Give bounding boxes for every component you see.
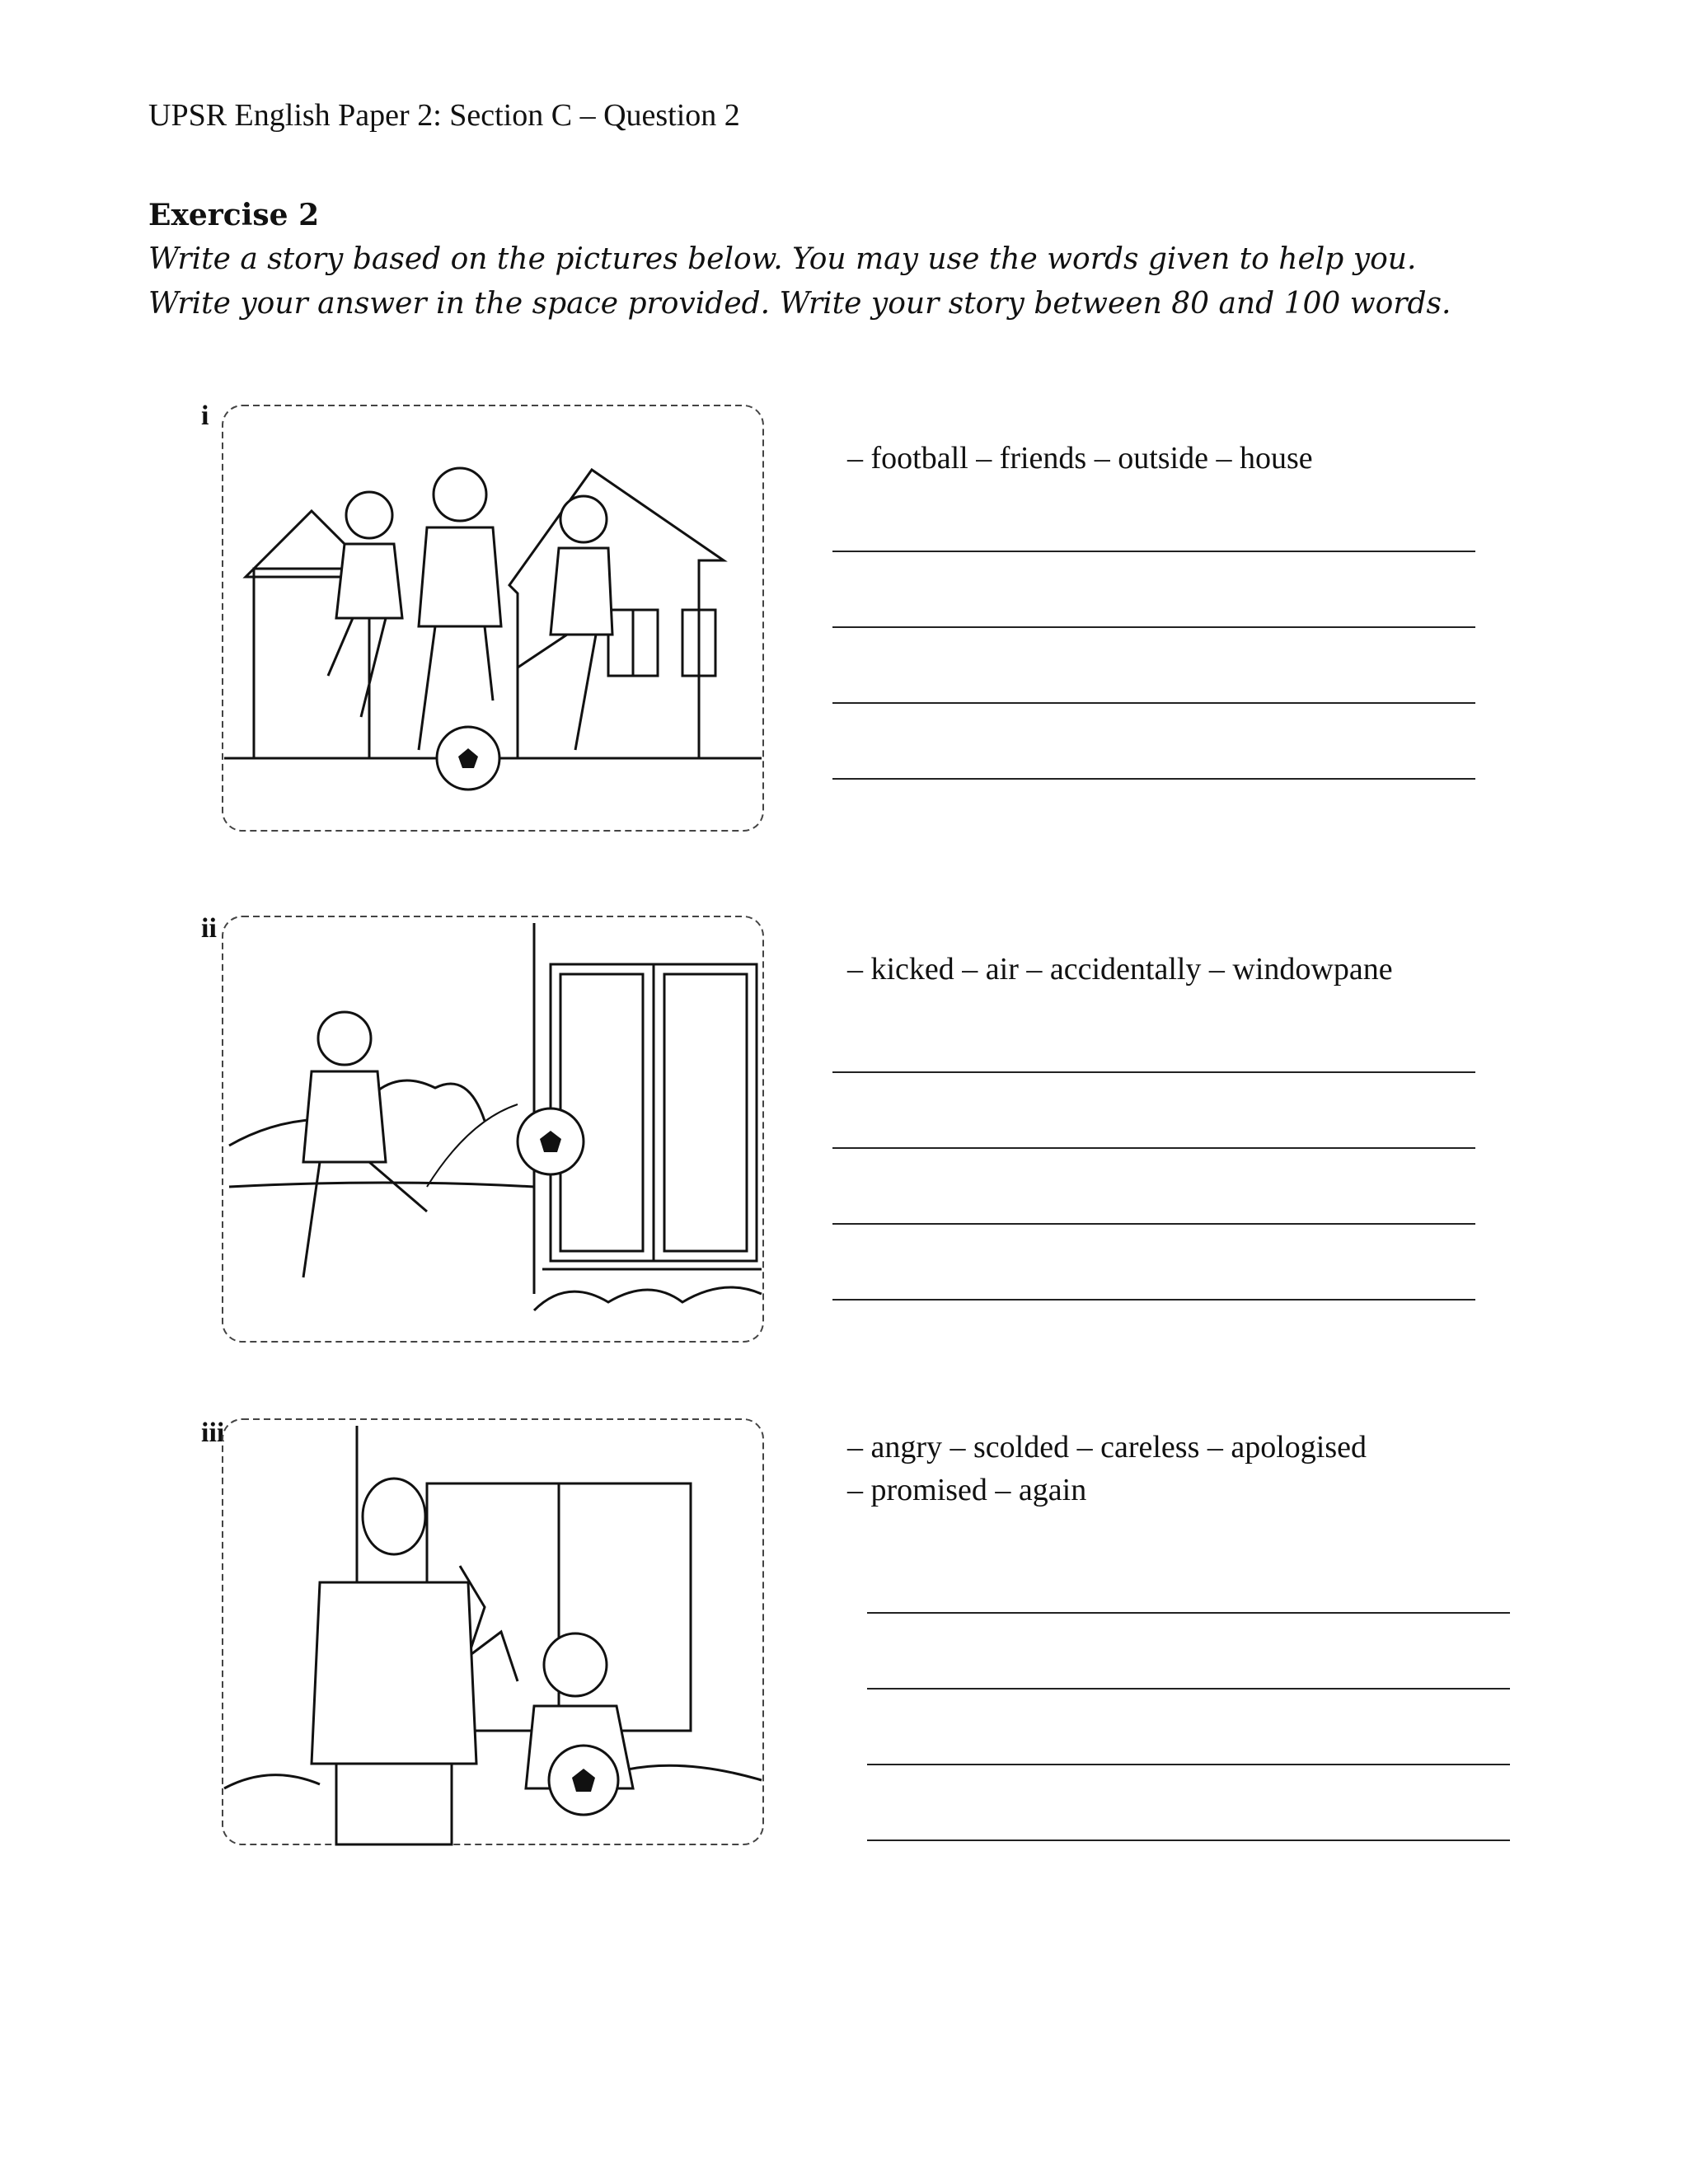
- answer-line[interactable]: [832, 626, 1475, 628]
- word-hint-line: – football – friends – outside – house: [847, 441, 1313, 476]
- football-icon: [549, 1746, 618, 1815]
- answer-line[interactable]: [832, 778, 1475, 780]
- word-hint-line: – kicked – air – accidentally – windowpane: [847, 952, 1393, 987]
- answer-line[interactable]: [832, 551, 1475, 552]
- kick-illustration: [221, 915, 765, 1343]
- football-icon: [437, 727, 499, 790]
- word-hint-line: – angry – scolded – careless – apologised: [847, 1430, 1367, 1465]
- football-icon: [518, 1108, 584, 1174]
- answer-line[interactable]: [867, 1612, 1510, 1614]
- answer-line[interactable]: [832, 1223, 1475, 1225]
- answer-line[interactable]: [867, 1840, 1510, 1841]
- panel-label-i: i: [201, 401, 209, 431]
- picture-panel-ii: [221, 915, 765, 1343]
- word-hints-i: [847, 437, 1313, 480]
- football-illustration: [221, 404, 765, 832]
- exercise-title: Exercise 2: [148, 198, 320, 232]
- answer-line[interactable]: [832, 1147, 1475, 1149]
- exercise-instructions: Write a story based on the pictures below. You may use the words given to help you. Write your answer in the space provided. Write your story between 80 and 100 words.: [148, 242, 1451, 321]
- scolding-illustration: [221, 1418, 765, 1846]
- word-hint-line: – promised – again: [847, 1473, 1087, 1507]
- panel-label-iii: iii: [201, 1418, 225, 1448]
- word-hints-ii: [847, 948, 1393, 991]
- answer-line[interactable]: [832, 1071, 1475, 1073]
- picture-panel-iii: [221, 1418, 765, 1846]
- page-header: UPSR English Paper 2: Section C – Question 2: [148, 98, 740, 133]
- word-hints-iii: [847, 1426, 1367, 1511]
- answer-line[interactable]: [867, 1688, 1510, 1690]
- answer-line[interactable]: [832, 1299, 1475, 1301]
- panel-label-ii: ii: [201, 913, 217, 944]
- answer-line[interactable]: [832, 702, 1475, 704]
- picture-panel-i: [221, 404, 765, 832]
- answer-line[interactable]: [867, 1764, 1510, 1765]
